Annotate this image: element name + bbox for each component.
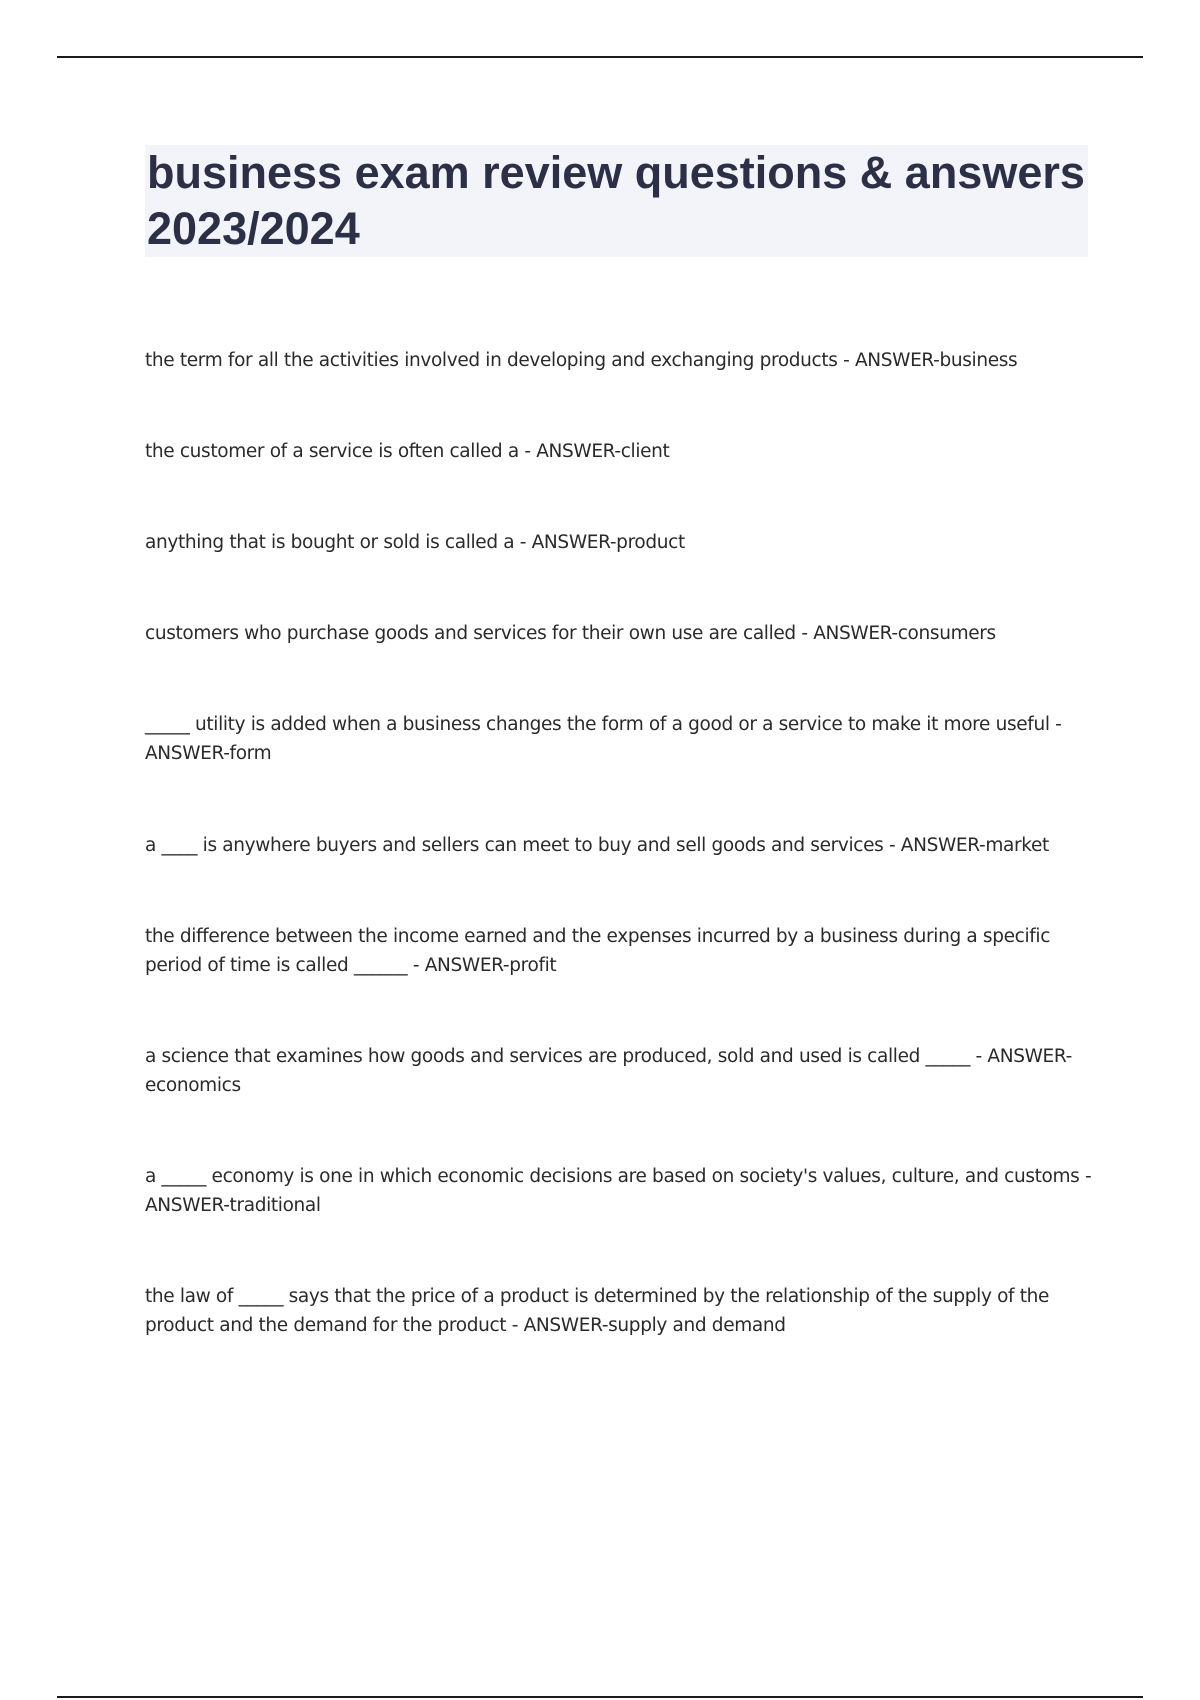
qa-item: anything that is bought or sold is called a - ANSWER-product bbox=[145, 532, 685, 553]
qa-item: the customer of a service is often called a - ANSWER-client bbox=[145, 441, 670, 462]
title-block bbox=[145, 145, 1088, 257]
qa-item: the difference between the income earned and the expenses incurred by a business during a specific period of time is called ______ - ANSWER-profit bbox=[145, 926, 1051, 976]
header-rule bbox=[57, 56, 1143, 58]
qa-item: a ____ is anywhere buyers and sellers can meet to buy and sell goods and services - ANSWER-market bbox=[145, 835, 1049, 856]
qa-item: a science that examines how goods and services are produced, sold and used is called _____ - ANSWER-economics bbox=[145, 1046, 1072, 1096]
qa-item: the term for all the activities involved in developing and exchanging products - ANSWER-business bbox=[145, 350, 1018, 371]
qa-item: _____ utility is added when a business changes the form of a good or a service to make it more useful - ANSWER-form bbox=[145, 714, 1062, 764]
document-title: business exam review questions & answers 2023/2024 bbox=[147, 147, 1085, 254]
qa-item: a _____ economy is one in which economic decisions are based on society's values, culture, and customs - ANSWER-traditional bbox=[145, 1166, 1092, 1216]
footer-rule bbox=[57, 1696, 1143, 1698]
qa-item: customers who purchase goods and services for their own use are called - ANSWER-consumers bbox=[145, 623, 996, 644]
qa-item: the law of _____ says that the price of a product is determined by the relationship of the supply of the product and the demand for the product - ANSWER-supply and demand bbox=[145, 1286, 1050, 1336]
